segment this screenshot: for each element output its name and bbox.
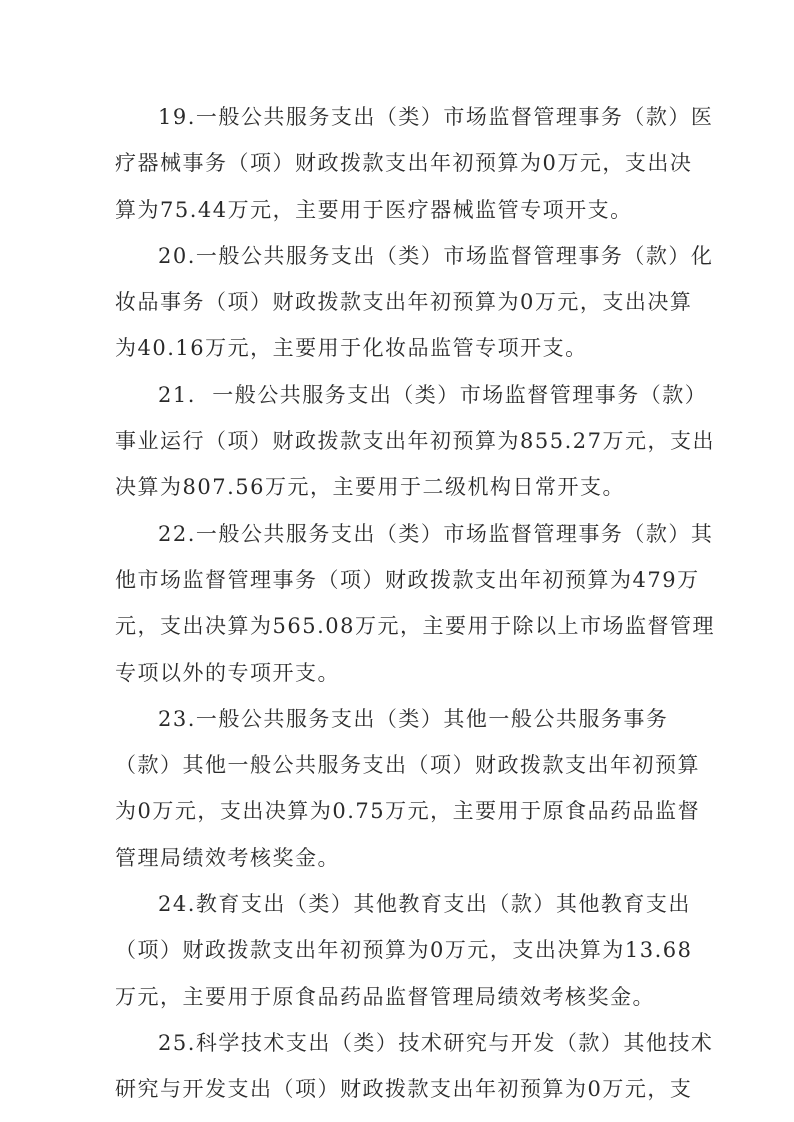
text-line: 研究与开发支出（项）财政拨款支出年初预算为0万元，支 [115,1077,693,1102]
paragraph-19 [115,94,714,233]
text-line: 决算为807.56万元，主要用于二级机构日常开支。 [115,475,625,500]
text-line: 23.一般公共服务支出（类）其他一般公共服务事务 [158,706,669,731]
text-line: 他市场监督管理事务（项）财政拨款支出年初预算为479万 [115,567,700,592]
paragraph-21 [115,372,715,511]
text-line: 为40.16万元，主要用于化妆品监管专项开支。 [115,336,588,361]
text-line: 算为75.44万元，主要用于医疗器械监管专项开支。 [115,197,633,222]
text-line: 元，支出决算为565.08万元，主要用于除以上市场监督管理 [115,614,715,639]
text-line: 疗器械事务（项）财政拨款支出年初预算为0万元，支出决 [115,151,693,176]
text-line: 24.教育支出（类）其他教育支出（款）其他教育支出 [158,892,691,917]
text-line: 事业运行（项）财政拨款支出年初预算为855.27万元，支出 [115,429,715,454]
text-line: 25.科学技术支出（类）技术研究与开发（款）其他技术 [158,1030,714,1055]
paragraph-20 [115,233,714,372]
text-line: 为0万元，支出决算为0.75万元，主要用于原食品药品监督 [115,799,701,824]
text-line: 22.一般公共服务支出（类）市场监督管理事务（款）其 [158,521,714,546]
paragraph-24 [115,881,693,1020]
text-line: （项）财政拨款支出年初预算为0万元，支出决算为13.68 [115,938,693,963]
text-line: 20.一般公共服务支出（类）市场监督管理事务（款）化 [158,243,714,268]
text-line: （款）其他一般公共服务支出（项）财政拨款支出年初预算 [115,753,700,778]
text-line: 万元，主要用于原食品药品监督管理局绩效考核奖金。 [115,984,655,1009]
text-line: 21. 一般公共服务支出（类）市场监督管理事务（款） [158,382,708,407]
text-line: 专项以外的专项开支。 [115,660,340,685]
paragraph-25 [115,1020,714,1113]
paragraph-23 [115,696,701,881]
text-line: 妆品事务（项）财政拨款支出年初预算为0万元，支出决算 [115,290,693,315]
text-line: 19.一般公共服务支出（类）市场监督管理事务（款）医 [158,105,714,129]
paragraph-22 [115,511,715,696]
text-line: 管理局绩效考核奖金。 [115,845,340,870]
